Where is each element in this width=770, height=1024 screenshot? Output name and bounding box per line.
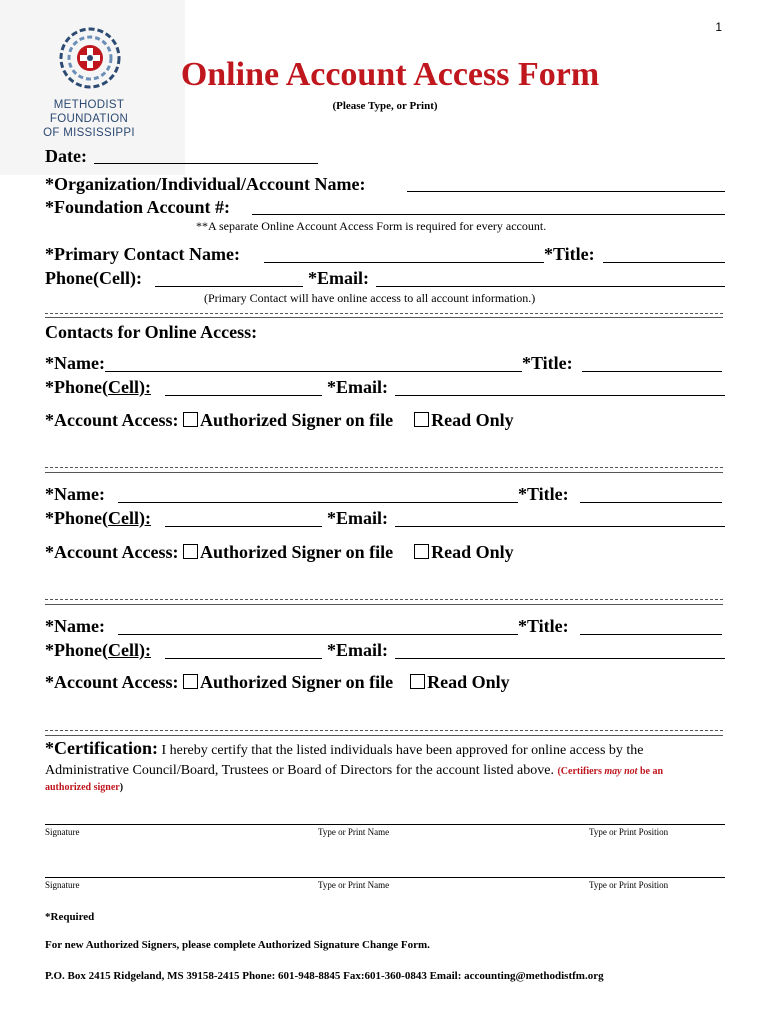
primary-email-label: *Email: bbox=[308, 268, 369, 288]
authorized-signer-checkbox[interactable] bbox=[183, 412, 198, 427]
account-access-label: *Account Access: bbox=[45, 672, 179, 692]
contact-1-title-label: *Title: bbox=[522, 353, 573, 373]
phone-prefix: *Phone( bbox=[45, 377, 108, 397]
read-only-checkbox[interactable] bbox=[414, 412, 429, 427]
section-divider bbox=[45, 472, 723, 473]
contact-2-email-field[interactable] bbox=[395, 526, 725, 527]
org-name-field[interactable] bbox=[407, 191, 725, 192]
page-title: Online Account Access Form bbox=[180, 56, 600, 93]
contact-1-access-row bbox=[45, 410, 514, 431]
contact-2-phone-label bbox=[45, 508, 151, 529]
contact-2-name-field[interactable] bbox=[118, 502, 518, 503]
read-only-checkbox[interactable] bbox=[410, 674, 425, 689]
contact-2-email-label: *Email: bbox=[327, 508, 388, 528]
org-name-row bbox=[45, 174, 366, 195]
primary-email-row bbox=[308, 268, 369, 289]
authorized-signer-checkbox[interactable] bbox=[183, 544, 198, 559]
type-name-label: Type or Print Name bbox=[318, 827, 390, 837]
phone-prefix: *Phone( bbox=[45, 640, 108, 660]
type-position-label: Type or Print Position bbox=[589, 827, 669, 837]
certification-label: *Certification: bbox=[45, 738, 158, 758]
logo-line-2: OF MISSISSIPPI bbox=[43, 127, 135, 139]
primary-email-field[interactable] bbox=[376, 286, 725, 287]
certification-text-2: Administrative Council/Board, Trustees or Board of Directors for the account listed above. bbox=[45, 763, 558, 778]
signature-line-1[interactable] bbox=[45, 824, 725, 825]
certifier-note-c: be an bbox=[637, 766, 663, 777]
section-divider bbox=[45, 317, 723, 318]
account-access-label: *Account Access: bbox=[45, 542, 179, 562]
section-divider bbox=[45, 604, 723, 605]
page-subtitle: (Please Type, or Print) bbox=[332, 100, 438, 112]
foundation-account-field[interactable] bbox=[252, 214, 725, 215]
contact-3-email-label: *Email: bbox=[327, 640, 388, 660]
phone-cell: Cell): bbox=[108, 377, 151, 397]
phone-cell: Cell): bbox=[108, 508, 151, 528]
primary-title-field[interactable] bbox=[603, 262, 725, 263]
contact-3-email-field[interactable] bbox=[395, 658, 725, 659]
certifier-note-e: ) bbox=[119, 782, 124, 793]
signature-label: Signature bbox=[45, 827, 80, 837]
section-divider bbox=[45, 599, 723, 600]
contact-2-phone-field[interactable] bbox=[165, 526, 322, 527]
section-divider bbox=[45, 730, 723, 731]
phone-prefix: *Phone( bbox=[45, 508, 108, 528]
primary-phone-label: Phone(Cell): bbox=[45, 268, 142, 288]
contact-1-email-label: *Email: bbox=[327, 377, 388, 397]
contact-3-name-label: *Name: bbox=[45, 616, 105, 636]
contact-1-phone-field[interactable] bbox=[165, 395, 322, 396]
contact-1-title-field[interactable] bbox=[582, 371, 722, 372]
type-position-label: Type or Print Position bbox=[589, 880, 669, 890]
logo-line-1: METHODIST FOUNDATION bbox=[49, 99, 129, 125]
contact-1-name-label: *Name: bbox=[45, 353, 105, 373]
separate-form-note: **A separate Online Account Access Form is required for every account. bbox=[196, 219, 547, 233]
authorized-signer-label: Authorized Signer on file bbox=[199, 410, 394, 430]
read-only-label: Read Only bbox=[431, 542, 514, 562]
signature-line-2[interactable] bbox=[45, 877, 725, 878]
primary-title-label: *Title: bbox=[544, 244, 595, 264]
primary-title-row bbox=[544, 244, 595, 265]
contact-1-email-field[interactable] bbox=[395, 395, 725, 396]
methodist-foundation-logo-icon bbox=[58, 26, 122, 90]
date-field[interactable] bbox=[94, 163, 318, 164]
logo-text bbox=[14, 98, 164, 140]
certifier-note-line-2 bbox=[45, 782, 735, 794]
contact-3-title-field[interactable] bbox=[580, 634, 722, 635]
read-only-checkbox[interactable] bbox=[414, 544, 429, 559]
page-number: 1 bbox=[715, 20, 722, 34]
certifier-note-a: (Certifiers bbox=[557, 766, 605, 777]
section-divider bbox=[45, 467, 723, 468]
date-row bbox=[45, 146, 87, 167]
contact-2-title-field[interactable] bbox=[580, 502, 722, 503]
primary-contact-row bbox=[45, 244, 240, 265]
phone-cell: Cell): bbox=[108, 640, 151, 660]
certifier-note-b: may not bbox=[604, 766, 638, 777]
contact-3-name-field[interactable] bbox=[118, 634, 518, 635]
org-name-label: *Organization/Individual/Account Name: bbox=[45, 174, 366, 194]
signature-label: Signature bbox=[45, 880, 80, 890]
certifier-note-d: authorized signer bbox=[45, 782, 120, 793]
foundation-account-row bbox=[45, 197, 230, 218]
contact-3-phone-label bbox=[45, 640, 151, 661]
authorized-signer-checkbox[interactable] bbox=[183, 674, 198, 689]
primary-contact-note: (Primary Contact will have online access to all account information.) bbox=[204, 291, 536, 305]
certification-text-1: I hereby certify that the listed individuals have been approved for online access by the bbox=[157, 743, 644, 758]
contact-1-name-field[interactable] bbox=[105, 371, 522, 372]
contact-1-phone-label bbox=[45, 377, 151, 398]
section-divider bbox=[45, 313, 723, 314]
authorized-signer-label: Authorized Signer on file bbox=[199, 542, 394, 562]
certification-block bbox=[45, 738, 735, 794]
contacts-heading: Contacts for Online Access: bbox=[45, 322, 258, 342]
contact-2-title-label: *Title: bbox=[518, 484, 569, 504]
footer-address: P.O. Box 2415 Ridgeland, MS 39158-2415 Phone: 601-948-8845 Fax:601-360-0843 Email: accounting@methodistfm.org bbox=[45, 970, 604, 982]
primary-contact-label: *Primary Contact Name: bbox=[45, 244, 240, 264]
contact-2-name-label: *Name: bbox=[45, 484, 105, 504]
account-access-label: *Account Access: bbox=[45, 410, 179, 430]
contact-3-title-label: *Title: bbox=[518, 616, 569, 636]
certifier-note bbox=[557, 766, 663, 777]
contact-3-phone-field[interactable] bbox=[165, 658, 322, 659]
authorized-signer-label: Authorized Signer on file bbox=[199, 672, 394, 692]
primary-phone-field[interactable] bbox=[155, 286, 303, 287]
read-only-label: Read Only bbox=[431, 410, 514, 430]
type-name-label: Type or Print Name bbox=[318, 880, 390, 890]
foundation-account-label: *Foundation Account #: bbox=[45, 197, 231, 217]
contact-2-access-row bbox=[45, 542, 514, 563]
contact-3-access-row bbox=[45, 672, 510, 693]
required-note: *Required bbox=[45, 911, 95, 923]
section-divider bbox=[45, 735, 723, 736]
date-label: Date: bbox=[45, 146, 87, 166]
primary-contact-field[interactable] bbox=[264, 262, 544, 263]
primary-phone-row bbox=[45, 268, 142, 289]
new-signers-note: For new Authorized Signers, please complete Authorized Signature Change Form. bbox=[45, 939, 430, 951]
read-only-label: Read Only bbox=[427, 672, 510, 692]
